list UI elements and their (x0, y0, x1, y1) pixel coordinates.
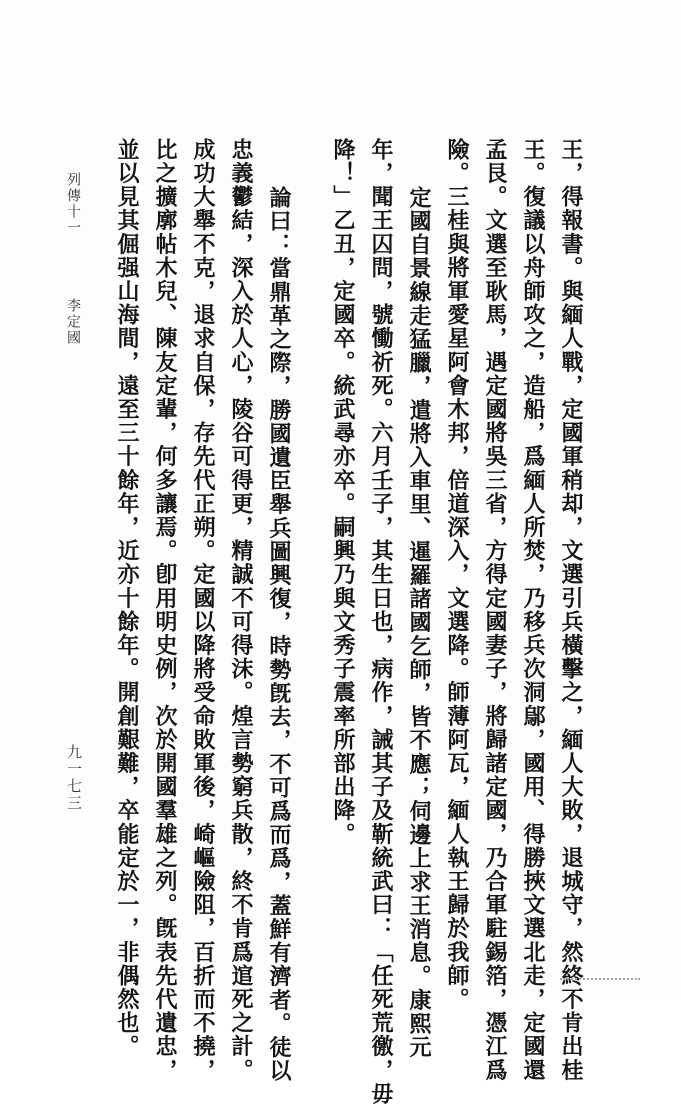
text-column-6: 年，聞王囚問，號慟祈死。六月壬子，其生日也，病作，誡其子及靳統武曰：「任死荒徼，毋 (368, 138, 394, 1106)
text-column-5: 定國自景線走猛臘，遣將入車里、暹羅諸國乞師，皆不應；伺邊上求王消息。康熙元 (406, 186, 432, 1060)
page-number: 九一七三 (65, 744, 83, 812)
running-head-subject: 李定國 (65, 298, 81, 346)
scan-edge-mark (560, 978, 640, 982)
running-head-chapter: 列傳十一 (65, 172, 81, 236)
text-column-12: 並以見其倔强山海間，遠至三十餘年，近亦十餘年。開創艱難，卒能定於一，非偶然也。 (114, 138, 140, 1059)
text-column-8: 論曰：當鼎革之際，勝國遺臣舉兵圖興復，時勢旣去，不可爲而爲，蓋鮮有濟者。徒以 (266, 186, 292, 1083)
text-column-4: 險。三桂與將軍愛星阿會木邦，倍道深入，文選降。師薄阿瓦，緬人執王歸於我師。 (444, 138, 470, 1012)
text-column-11: 比之擴廓帖木兒、陳友定輩，何多讓焉。卽用明史例，次於開國羣雄之列。旣表先代遺忠， (152, 138, 178, 1082)
text-column-2: 王。復議以舟師攻之，造船，爲緬人所焚，乃移兵次洞鄔，國用、得勝挾文選北走，定國還 (520, 138, 546, 1082)
text-column-7: 降！」乙丑，定國卒。統武尋亦卒。嗣興乃與文秀子震率所部出降。 (330, 138, 356, 846)
text-column-1: 王，得報書。與緬人戰，定國軍稍却，文選引兵橫擊之，緬人大敗，退城守，然終不肯出桂 (558, 138, 584, 1082)
text-column-3: 孟艮。文選至耿馬，遇定國將吳三省，方得定國妻子，將歸諸定國，乃合軍駐錫箔，憑江爲 (482, 138, 508, 1082)
text-column-9: 忠義鬱結，深入於人心，陵谷可得更，精誠不可得沫。煌言勢窮兵散，終不肯爲逭死之計。 (228, 138, 254, 1082)
text-column-10: 成功大舉不克，退求自保，存先代正朔。定國以降將受命敗軍後，崎嶇險阻，百折而不撓， (190, 138, 216, 1082)
